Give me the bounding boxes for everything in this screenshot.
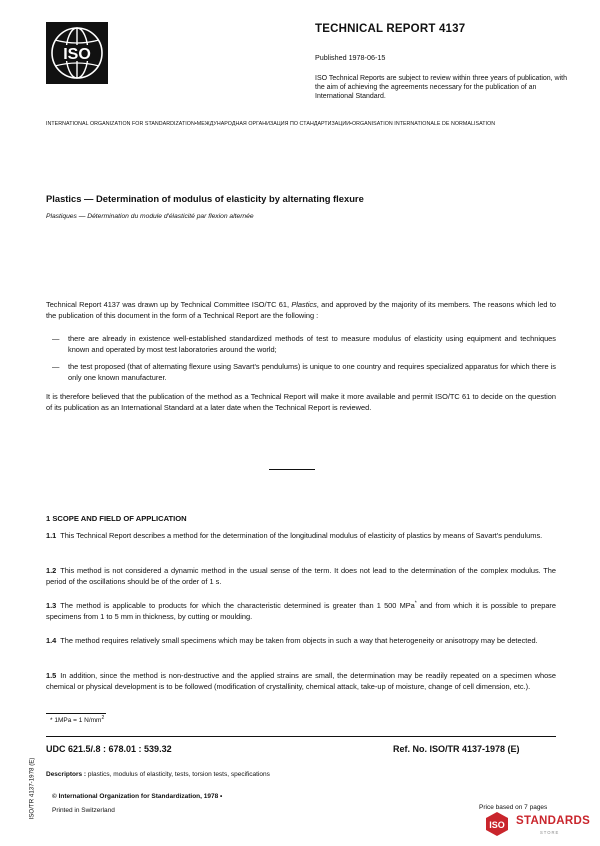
foreword-conclusion: It is therefore believed that the publication of the method as a Technical Report will make it more available and permit ISO/TC 61 to decide on the question of its publication as an International Standard at a later date when the Technical Report is reviewed. <box>46 392 556 412</box>
section-divider <box>269 469 315 470</box>
footer-rule <box>46 736 556 737</box>
dash-bullet: — <box>52 362 60 371</box>
svg-text:ISO: ISO <box>63 46 91 63</box>
clause-1-1: 1.1 This Technical Report describes a method for the determination of the longitudinal modulus of elasticity of plastics by means of Savart's pendulums. <box>46 531 543 540</box>
reason-item <box>46 334 556 355</box>
clause-1-2: 1.2 This method is not considered a dynamic method in the usual sense of the term. It does not lead to the determination of the complex modulus. The period of the oscillations should be of the order of 1 s. <box>46 566 556 586</box>
store-badge <box>484 811 510 837</box>
organization-line: INTERNATIONAL ORGANIZATION FOR STANDARDIZATION•МЕЖДУНАРОДНАЯ ОРГАНИЗАЦИЯ ПО СТАНДАРТИЗАЦИИ•ORGANISATION INTERNATIONALE DE NORMALISATION <box>46 121 496 127</box>
descriptors: Descriptors : plastics, modulus of elasticity, tests, torsion tests, specifications <box>46 771 270 778</box>
store-brand: STANDARDS <box>516 815 591 827</box>
document-title-french: Plastiques — Détermination du module d'élasticité par flexion alternée <box>46 213 254 220</box>
footnote-rule <box>46 713 106 714</box>
clause-1-4: 1.4 The method requires relatively small specimens which may be taken from objects in such a way that heterogeneity or anisotropy may be detected. <box>46 636 538 645</box>
store-label: STORE <box>540 830 560 835</box>
reason-text: there are already in existence well-established standardized methods of test to measure modulus of elasticity using equipment and techniques known and operated by most test laboratories around the world; <box>68 334 556 354</box>
reason-text: the test proposed (that of alternating flexure using Savart's pendulums) is unique to one country and requires specialized apparatus for which there is only one known manufacturer. <box>68 362 556 382</box>
printed-in: Printed in Switzerland <box>52 807 115 814</box>
footnote: * 1MPa = 1 $N/mm^2$ <box>50 714 105 724</box>
udc-code: UDC 621.5/.8 : 678.01 : 539.32 <box>46 744 172 754</box>
iso-logo <box>46 22 108 84</box>
iso-globe-icon <box>46 22 108 84</box>
copyright: © International Organization for Standardization, 1978 • <box>52 793 223 800</box>
foreword-intro: Technical Report 4137 was drawn up by Technical Committee ISO/TC 61, Plastics, and approved by the majority of its members. The reasons which led to the publication of this document in the form of a Technical Report are the following : <box>46 300 557 320</box>
side-reference: ISO/TR 4137-1978 (E) <box>28 757 36 820</box>
reference-number: Ref. No. ISO/TR 4137-1978 (E) <box>393 744 520 754</box>
dash-bullet: — <box>52 334 60 343</box>
clause-1-3: 1.3 The method is applicable to products for which the characteristic determined is greater than 1 500 MPa* and from which it is possible to prepare specimens from 1 to 5 mm in thickness, by cutting or moulding. <box>46 600 556 621</box>
publication-date: Published 1978-06-15 <box>315 53 386 62</box>
store-badge-icon <box>484 811 510 837</box>
price-note: Price based on 7 pages <box>479 804 548 811</box>
review-note: ISO Technical Reports are subject to review within three years of publication, with the aim of achieving the agreements necessary for the publication of an International Standard. <box>315 75 567 100</box>
svg-text:ISO: ISO <box>489 820 505 830</box>
report-title: TECHNICAL REPORT 4137 <box>315 23 466 35</box>
clause-1-5: 1.5 In addition, since the method is non-destructive and the applied strains are small, the determination may be readily repeated on a specimen whose chemical or physical development is to be followed (modification of crystallinity, chemical attack, take-up of moisture, change of cell dimension, etc.). <box>46 671 556 691</box>
section-heading: 1 SCOPE AND FIELD OF APPLICATION <box>46 514 187 523</box>
document-title: Plastics — Determination of modulus of elasticity by alternating flexure <box>46 193 364 204</box>
reason-item <box>46 362 556 383</box>
